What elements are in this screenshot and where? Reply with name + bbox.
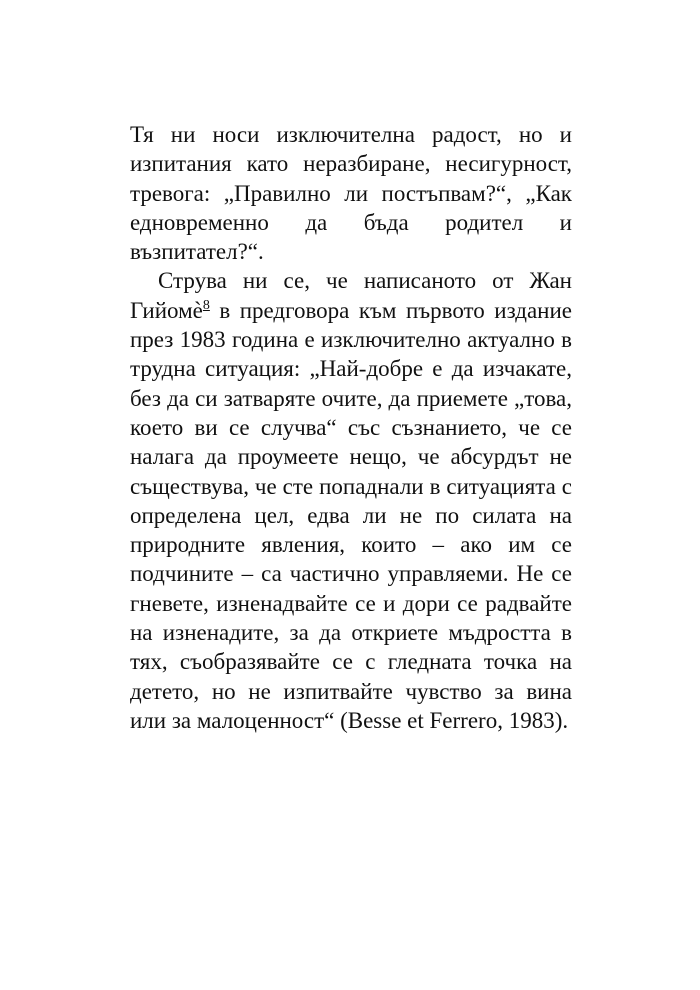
paragraph-1: Тя ни носи изключителна радост, но и изпитания като неразбиране, несигурност, тревога: „Правилно ли постъпвам?“, „Как едновременно да бъда родител и възпитател?“. <box>130 122 572 265</box>
body-text <box>130 120 572 735</box>
paragraph-2 <box>130 266 572 735</box>
footnote-reference[interactable]: 8 <box>202 297 210 313</box>
paragraph-2-text-end: в предговора към първото издание през 1983 година е изключително актуално в трудна ситуация: „Най-добре е да изчакате, без да си затваряте очите, да приемете „това, което ви се случва“ със съзнанието, че се налага да проумеете нещо, че абсурдът не съществува, че сте попаднали в ситуацията с определена цел, едва ли не по силата на природните явления, които – ако им се подчините – са частично управляеми. Не се гневете, изненадвайте се и дори се радвайте на изненадите, за да откриете мъдростта в тях, съобразявайте се с гледната точка на детето, но не изпитвайте чувство за вина или за малоценност“ (Besse et Ferrero, 1983). <box>130 297 572 733</box>
paragraph-2-text-start: Струва ни се, че написаното от Жан Гийомѐ <box>130 268 572 323</box>
